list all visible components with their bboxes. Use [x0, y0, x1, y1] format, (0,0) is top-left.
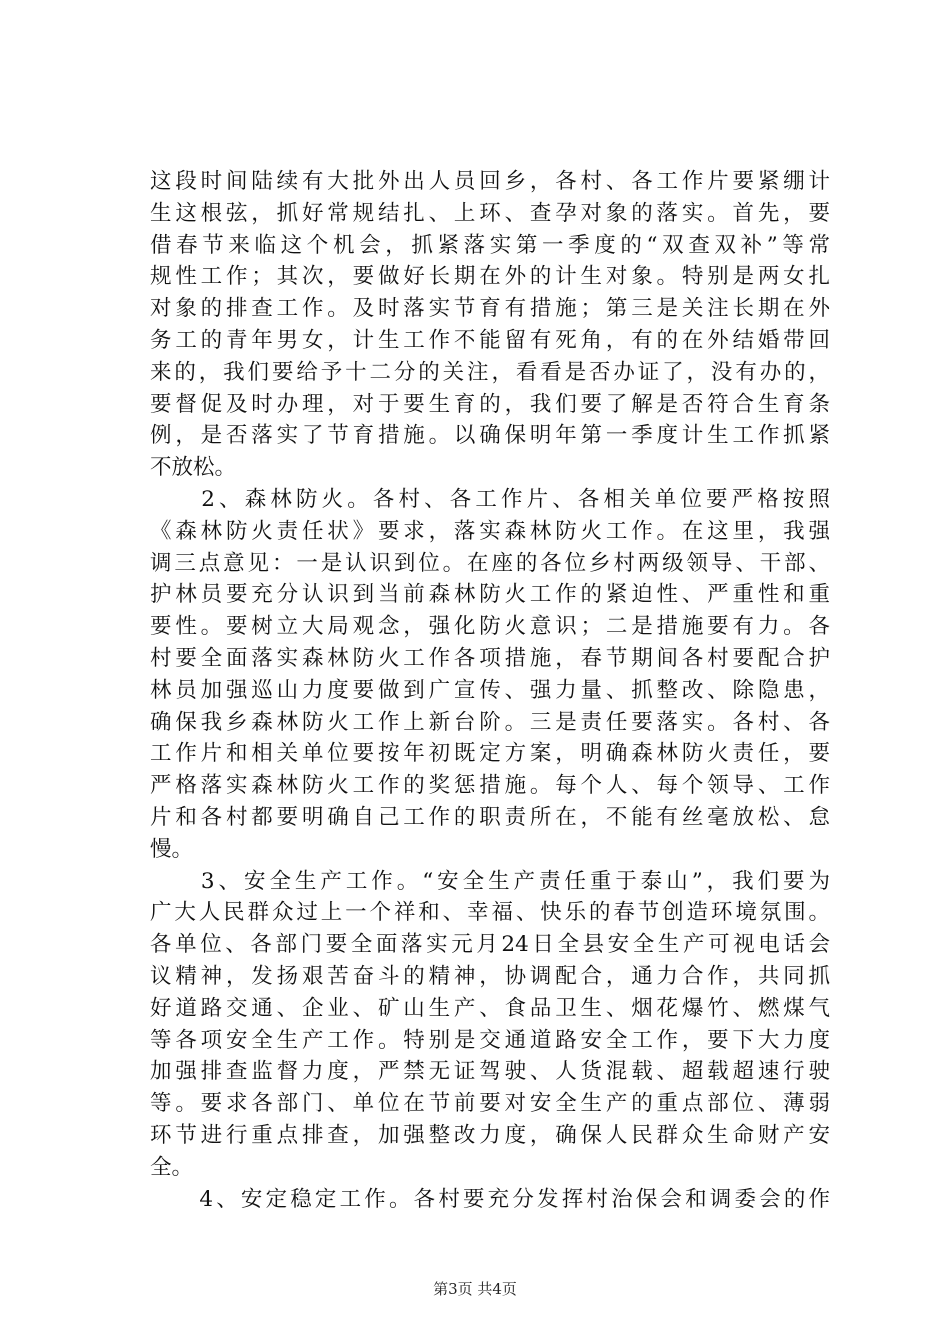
body-text — [150, 166, 830, 1215]
page-footer: 第3页 共4页 — [433, 1280, 517, 1298]
text-line: 例，是否落实了节育措施。以确保明年第一季度计生工作抓紧 — [150, 423, 830, 449]
text-line: 《森林防火责任状》要求，落实森林防火工作。在这里，我强 — [150, 518, 830, 544]
text-line: 广大人民群众过上一个祥和、幸福、快乐的春节创造环境氛围。 — [150, 900, 830, 926]
text-line: 规性工作；其次，要做好长期在外的计生对象。特别是两女扎 — [150, 264, 830, 290]
text-line: 要督促及时办理，对于要生育的，我们要了解是否符合生育条 — [150, 391, 830, 417]
text-line: 确保我乡森林防火工作上新台阶。三是责任要落实。各村、各 — [150, 709, 830, 735]
text-line: 调三点意见：一是认识到位。在座的各位乡村两级领导、干部、 — [150, 550, 830, 576]
text-line: 全。 — [150, 1154, 194, 1180]
text-line: 工作片和相关单位要按年初既定方案，明确森林防火责任，要 — [150, 741, 830, 767]
text-line: 借春节来临这个机会，抓紧落实第一季度的“双查双补”等常 — [150, 232, 830, 258]
text-line: 议精神，发扬艰苦奋斗的精神，协调配合，通力合作，共同抓 — [150, 963, 830, 989]
text-line: 来的，我们要给予十二分的关注，看看是否办证了，没有办的， — [150, 359, 830, 385]
text-line: 村要全面落实森林防火工作各项措施，春节期间各村要配合护 — [150, 645, 830, 671]
text-line: 务工的青年男女，计生工作不能留有死角，有的在外结婚带回 — [150, 327, 830, 353]
text-line: 好道路交通、企业、矿山生产、食品卫生、烟花爆竹、燃煤气 — [150, 995, 830, 1021]
text-line: 要性。要树立大局观念，强化防火意识；二是措施要有力。各 — [150, 614, 830, 640]
text-line: 这段时间陆续有大批外出人员回乡，各村、各工作片要紧绷计 — [150, 169, 830, 194]
text-line: 慢。 — [150, 836, 194, 862]
text-line: 环节进行重点排查，加强整改力度，确保人民群众生命财产安 — [150, 1122, 830, 1148]
text-line: 对象的排查工作。及时落实节育有措施；第三是关注长期在外 — [150, 296, 830, 322]
text-line: 不放松。 — [150, 455, 237, 481]
text-line: 4、安定稳定工作。各村要充分发挥村治保会和调委会的作 — [150, 1186, 830, 1212]
text-line: 各单位、各部门要全面落实元月24日全县安全生产可视电话会 — [150, 932, 830, 958]
text-line: 片和各村都要明确自己工作的职责所在，不能有丝毫放松、怠 — [150, 804, 830, 830]
text-line: 严格落实森林防火工作的奖惩措施。每个人、每个领导、工作 — [150, 773, 830, 799]
text-line: 等各项安全生产工作。特别是交通道路安全工作，要下大力度 — [150, 1027, 830, 1053]
text-line: 护林员要充分认识到当前森林防火工作的紧迫性、严重性和重 — [150, 582, 830, 608]
text-line: 等。要求各部门、单位在节前要对安全生产的重点部位、薄弱 — [150, 1091, 830, 1117]
text-line: 加强排查监督力度，严禁无证驾驶、人货混载、超载超速行驶 — [150, 1059, 830, 1085]
text-line: 2、森林防火。各村、各工作片、各相关单位要严格按照 — [150, 486, 830, 512]
text-line: 林员加强巡山力度要做到广宣传、强力量、抓整改、除隐患， — [150, 677, 830, 703]
text-line: 生这根弦，抓好常规结扎、上环、查孕对象的落实。首先，要 — [150, 200, 830, 226]
text-line: 3、安全生产工作。“安全生产责任重于泰山”，我们要为 — [150, 868, 830, 894]
